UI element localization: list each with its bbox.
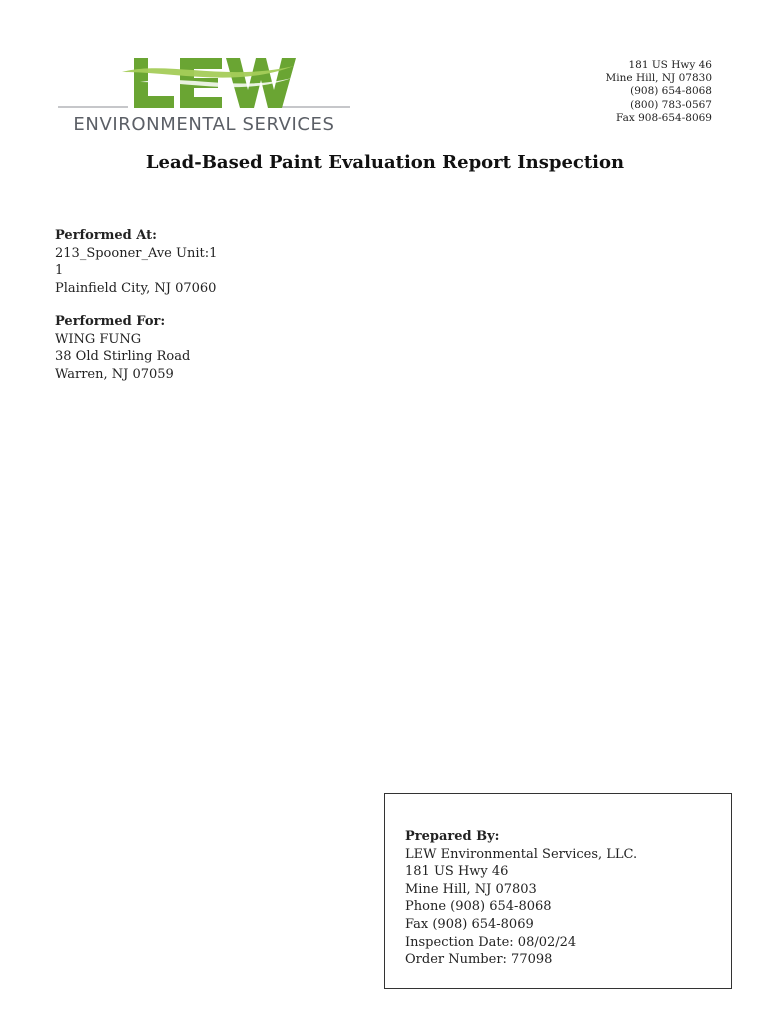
- prepared-by-content: [405, 828, 637, 969]
- prepared-by-label: Prepared By:: [405, 829, 500, 844]
- header-address: [606, 59, 712, 125]
- logo-subtitle: ENVIRONMENTAL SERVICES: [73, 114, 335, 135]
- performed-at-city: Plainfield City, NJ 07060: [55, 280, 217, 296]
- prepared-by-phone: Phone (908) 654-8068: [405, 899, 552, 915]
- header-address-street: 181 US Hwy 46: [628, 59, 712, 71]
- prepared-by-company: LEW Environmental Services, LLC.: [405, 846, 638, 862]
- performed-for-name: WING FUNG: [55, 331, 142, 347]
- lew-logo-graphic: [56, 52, 352, 114]
- header-tollfree: (800) 783-0567: [630, 98, 712, 111]
- performed-for-city: Warren, NJ 07059: [55, 366, 174, 382]
- header-address-city: Mine Hill, NJ 07830: [605, 72, 712, 85]
- company-logo: [56, 52, 352, 136]
- prepared-by-city: Mine Hill, NJ 07803: [405, 881, 537, 897]
- performed-at-address-line1: 213_Spooner_Ave Unit:1: [55, 245, 218, 261]
- performed-at-label: Performed At:: [55, 228, 157, 243]
- prepared-by-street: 181 US Hwy 46: [405, 864, 509, 880]
- performed-at-section: [55, 227, 217, 297]
- performed-at-address-line2: 1: [55, 263, 64, 279]
- prepared-by-box: [384, 793, 732, 989]
- inspection-date: Inspection Date: 08/02/24: [405, 934, 577, 950]
- performed-for-label: Performed For:: [55, 314, 166, 329]
- performed-for-section: [55, 313, 190, 383]
- report-title: Lead-Based Paint Evaluation Report Inspection: [145, 152, 625, 173]
- performed-for-street: 38 Old Stirling Road: [55, 349, 191, 365]
- prepared-by-fax: Fax (908) 654-8069: [405, 916, 534, 932]
- header-phone: (908) 654-8068: [630, 85, 712, 98]
- header-fax: Fax 908-654-8069: [616, 111, 712, 124]
- order-number: Order Number: 77098: [405, 952, 553, 968]
